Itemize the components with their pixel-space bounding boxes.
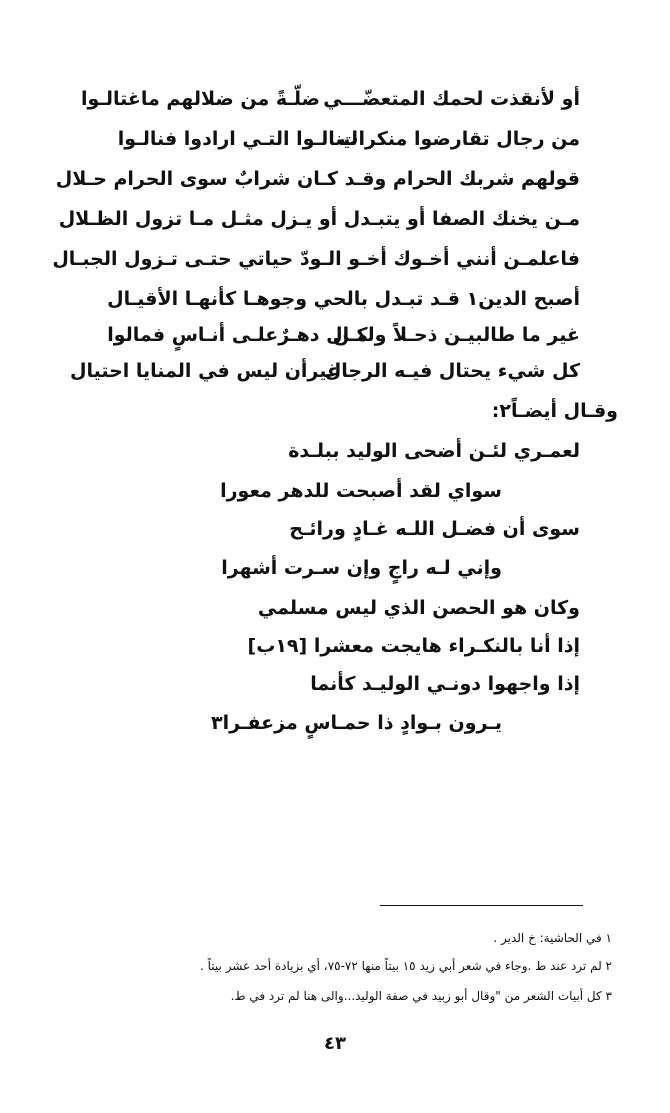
- poem-line: وإني لـه راجٍ وإن سـرت أشهرا: [221, 557, 502, 579]
- poem-line: سوى أن فضـل اللـه غـادٍ ورائـح: [289, 518, 580, 540]
- hemistich-first: فاعلمـن أنني أخـوك أخـو الـودّ حياتي حتـى تـزول الجبـال: [52, 248, 580, 270]
- poem-line: لعمـري لئـن أضحى الوليد ببلـدة: [288, 440, 580, 462]
- hemistich-second: ضلّـةً من ضلالهم ماغتالـوا: [80, 88, 320, 110]
- hemistich-second: غيرأن ليس في المنايا احتيال: [69, 360, 340, 382]
- poem-line: وكان هو الحصن الذي ليس مسلمي: [257, 597, 580, 619]
- footnote: ٢ لم ترد عند ط .وجاء في شعر أبي زيد ١٥ بيتاً منها ٧٢-٧٥، أي بزيادة أحد عشر بيتاً .: [200, 959, 612, 973]
- page-number: ٤٣: [324, 1033, 346, 1054]
- hemistich-first: مـن يخنك الصفا أو يتبـدل أو يـزل مثـل مـا تزول الظـلال: [58, 208, 580, 230]
- hemistich-first: قولهم شربك الحرام وقـد كـان شرابٌ سوى الحرام حـلال: [55, 168, 580, 190]
- footnote-divider: [380, 905, 583, 906]
- poem-line: سواي لقد أصبحت للدهر معورا: [220, 480, 502, 502]
- poem-line: إذا أنا بالنكـراء هايجت معشرا [١٩ب]: [247, 635, 580, 657]
- hemistich-first: كل شيء يحتال فيـه الرجال: [324, 360, 580, 382]
- hemistich-first: من رجال تقارضوا منكرات: [339, 128, 580, 150]
- poem-line: إذا واجهوا دونـي الوليـد كأنما: [310, 673, 580, 695]
- hemistich-first: أصبح الدين١ قـد تبـدل بالحي وجوهـا كأنهـا الأقيـال: [107, 288, 580, 310]
- hemistich-first: أو لأنقذت لحمك المتعضّـــي: [323, 88, 580, 110]
- hemistich-second: لينالـوا التـي ارادوا فنالـوا: [117, 128, 358, 150]
- poem-intro: وقـال أيضـاً٢:: [491, 400, 618, 422]
- hemistich-second: مـال دهـرٌعلـى أنـاسٍ فمالوا: [107, 324, 368, 346]
- hemistich-first: غير ما طالبيـن ذحـلاً ولكـن: [332, 324, 580, 346]
- footnote: ٣ كل أبيات الشعر من "وقال أبو زبيد في صفة الوليد...والى هنا لم ترد في ط.: [230, 989, 612, 1003]
- poem-line: يـرون بـوادٍ ذا حمـاسٍ مزعفـرا٣: [211, 712, 502, 734]
- footnote: ١ في الحاشية: خ الدير .: [493, 931, 612, 945]
